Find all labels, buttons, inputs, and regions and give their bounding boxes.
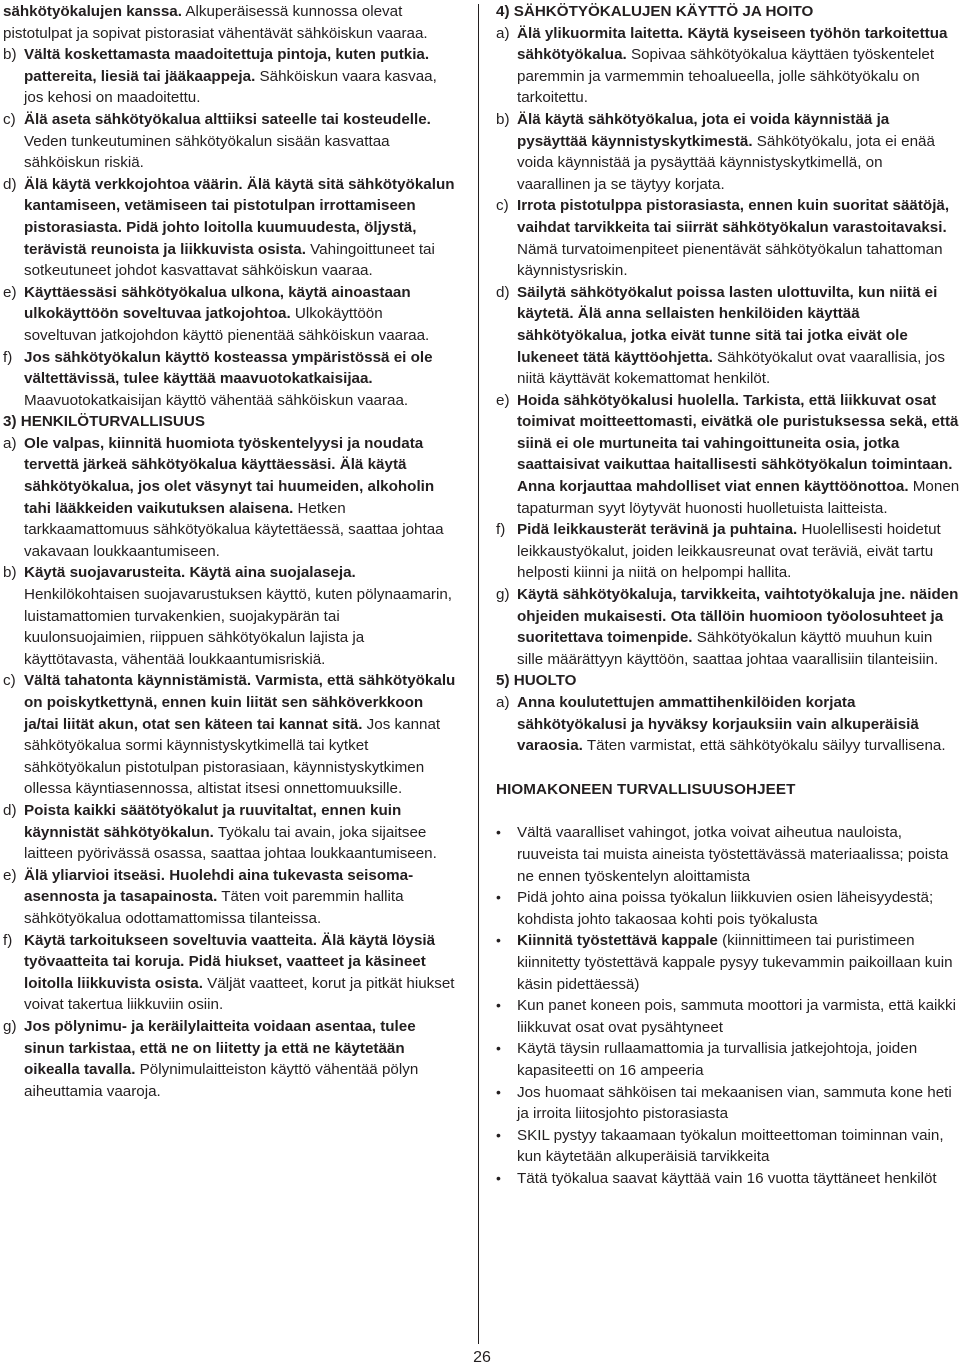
- list-item: [3, 347, 458, 412]
- item-text: [24, 109, 458, 174]
- bullet-icon: •: [496, 997, 501, 1014]
- bold-text: Säilytä sähkötyökalut poissa lasten ulottuvilta, kun niitä ei käytetä. Älä anna sellaisten henkilöiden käyttää sähkötyökalua, jotka eivät tunne sitä tai jotka eivät ole lukeneet tätä käyttöohjetta.: [517, 283, 938, 366]
- list-item: [3, 865, 458, 930]
- bullet-icon: •: [496, 1040, 501, 1057]
- list-item: [496, 23, 960, 109]
- bullet-text: [517, 1082, 960, 1125]
- regular-text: Nämä turvatoimenpiteet pienentävät sähkötyökalun tahattoman käynnistysriskin.: [517, 240, 943, 280]
- bold-text: Poista kaikki säätötyökalut ja ruuvitaltat, ennen kuin käynnistät sähkötyökalun.: [24, 801, 402, 841]
- item-text: [517, 109, 960, 195]
- bold-text: Älä ylikuormita laitetta. Käytä kyseiseen työhön tarkoitettua sähkötyökalua.: [517, 24, 948, 64]
- item-text: [24, 174, 458, 282]
- regular-text: Huolellisesti hoidetut leikkaustyökalut, joiden leikkausreunat ovat teräviä, eivät tartu helposti kiinni ja niitä on helpompi hallita.: [517, 521, 941, 582]
- bold-text: Vältä tahatonta käynnistämistä. Varmista, että sähkötyökalu on poiskytkettynä, ennen kuin liität sen sähköverkkoon ja/tai liität akun, otat sen käteen tai kannat sitä.: [24, 672, 456, 733]
- intro-paragraph: [3, 1, 458, 44]
- list-item: [496, 390, 960, 520]
- item-letter: g): [496, 586, 510, 604]
- bold-text: Käytä suojavarusteita. Käytä aina suojalaseja.: [24, 564, 356, 582]
- list-item: [3, 174, 458, 282]
- regular-text: Ulkokäyttöön soveltuvan jatkojohdon käyttö pienentää sähköiskun vaaraa.: [24, 305, 430, 344]
- item-text: [24, 562, 458, 670]
- bold-text: Irrota pistotulppa pistorasiasta, ennen kuin suoritat säätöjä, vaihdat tarvikkeita tai siirrät sähkötyökalun varastoitavaksi.: [517, 197, 950, 236]
- left-column: [3, 1, 458, 1102]
- regular-text: Maavuotokatkaisijan käyttö vähentää sähköiskun vaaraa.: [24, 391, 409, 409]
- column-divider: [478, 4, 479, 1344]
- bullet-item: [496, 887, 960, 930]
- bold-text: Käyttäessäsi sähkötyökalua ulkona, käytä ainoastaan ulkokäyttöön soveltuvaa jatkojohtoa.: [24, 283, 411, 323]
- item-text: [24, 865, 458, 930]
- regular-text: Täten varmistat, että sähkötyökalu säilyy turvallisena.: [582, 737, 946, 755]
- section-title: HIOMAKONEEN TURVALLISUUSOHJEET: [496, 780, 796, 798]
- item-text: [24, 800, 458, 865]
- bullet-icon: •: [496, 824, 501, 841]
- item-text: [517, 692, 960, 757]
- bullet-item: [496, 1125, 960, 1168]
- bold-text: Ole valpas, kiinnitä huomiota työskentelyysi ja noudata tervettä järkeä sähkötyökalua käyttäessäsi. Älä käytä sähkötyökalua, jos olet väsynyt tai huumeiden, alkoholin tahi lääkkeiden vaikutuksen alaisena.: [24, 434, 435, 517]
- regular-text: Sähkötyökalun käyttö muuhun kuin sille määrättyyn käyttöön, saattaa johtaa vaarallisiin tilanteisiin.: [517, 629, 939, 668]
- items-group-a: [3, 44, 458, 411]
- regular-text: Jos huomaat sähköisen tai mekaanisen vian, sammuta kone heti ja irroita liitosjohto pistorasiasta: [517, 1083, 952, 1123]
- regular-text: SKIL pystyy takaamaan työkalun moitteettoman toiminnan vain, kun käytetään alkuperäisiä tarvikkeita: [517, 1126, 944, 1166]
- item-text: [517, 390, 960, 520]
- bullet-text: [517, 1125, 960, 1168]
- list-item: [3, 1016, 458, 1102]
- item-letter: b): [3, 564, 17, 582]
- item-letter: c): [3, 110, 16, 128]
- bullet-list: [496, 822, 960, 1189]
- item-letter: b): [3, 46, 17, 64]
- item-letter: d): [496, 283, 510, 301]
- bold-text: Älä käytä sähkötyökalua, jota ei voida käynnistää ja pysäyttää käynnistyskytkimestä.: [517, 110, 890, 150]
- item-letter: f): [3, 931, 13, 949]
- bullet-item: [496, 1038, 960, 1081]
- item-letter: d): [3, 801, 17, 819]
- regular-text: Jos kannat sähkötyökalua sormi käynnistyskytkimellä tai kytket sähkötyökalun pistotulpan pistorasiaan, käynnistyskytkimen ollessa käyntiasennossa, altistat itsesi onnettomuuksille.: [24, 715, 441, 798]
- list-item: [496, 109, 960, 195]
- bold-text: Hoida sähkötyökalusi huolella. Tarkista, että liikkuvat osat toimivat moitteettomasti, eivätkä ole puristuksessa sekä, että siinä ei ole murtuneita tai vahingoittuneita osia, jotka saattaisivat vaikuttaa haitallisesti sähkötyökalun toimintaan. Anna korjauttaa mahdolliset viat ennen käyttöönottoa.: [517, 391, 959, 496]
- section5-heading: 5) HUOLTO: [496, 672, 577, 690]
- regular-text: Henkilökohtaisen suojavarustuksen käyttö, kuten pölynaamarin, luistamattomien turvakenkien, suojakypärän tai kuulonsuojaimien, riippuen sähkötyökalun lajista ja käyttötavasta, vähentää loukkaantumisriskiä.: [24, 586, 453, 668]
- list-item: [496, 282, 960, 390]
- item-letter: b): [496, 110, 510, 128]
- section4-heading: 4) SÄHKÖTYÖKALUJEN KÄYTTÖ JA HOITO: [496, 3, 814, 20]
- regular-text: Alkuperäisessä kunnossa olevat pistotulpat ja sopivat pistorasiat vähentävät sähköiskun vaaraa.: [3, 3, 428, 42]
- section3-heading: 3) HENKILÖTURVALLISUUS: [3, 413, 205, 431]
- bold-text: Vältä koskettamasta maadoitettuja pintoja, kuten putkia. pattereita, liesiä tai jääkaappeja.: [24, 46, 430, 85]
- regular-text: Veden tunkeutuminen sähkötyökalun sisään kasvattaa sähköiskun riskiä.: [24, 132, 390, 172]
- bullet-text: [517, 995, 960, 1038]
- item-text: [24, 433, 458, 563]
- regular-text: Käytä täysin rullaamattomia ja turvallisia jatkejohtoja, joiden kapasiteetti on 16 ampeeria: [517, 1040, 918, 1079]
- list-item: [3, 800, 458, 865]
- item-text: [517, 23, 960, 109]
- list-item: [3, 44, 458, 109]
- bold-text: Pidä leikkausterät terävinä ja puhtaina.: [517, 521, 798, 539]
- item-text: [24, 930, 458, 1016]
- regular-text: (kiinnittimeen tai puristimeen kiinnitetty työstettävä kappale pysyy tukevammin paikoillaan kuin käsin pidettäessä): [517, 932, 953, 993]
- bullet-icon: •: [496, 932, 501, 949]
- regular-text: Monen tapaturman syyt löytyvät huonosti huolletuista laitteista.: [517, 478, 960, 517]
- regular-text: Täten voit paremmin hallita sähkötyökalua odottamattomissa tilanteissa.: [24, 888, 404, 927]
- regular-text: Sähköiskun vaara kasvaa, jos kehosi on maadoitettu.: [24, 67, 437, 107]
- item-text: [24, 670, 458, 800]
- item-text: [517, 584, 960, 670]
- list-item: [3, 433, 458, 563]
- items-group-d: [496, 692, 960, 757]
- bold-text: sähkötyökalujen kanssa.: [3, 3, 182, 20]
- regular-text: Hetken tarkkaamattomuus sähkötyökalua käytettäessä, saattaa johtaa vakavaan loukkaantumiseen.: [24, 499, 444, 560]
- regular-text: Sähkötyökalut ovat vaarallisia, jos niitä käyttävät kokemattomat henkilöt.: [517, 348, 945, 388]
- item-text: [24, 44, 458, 109]
- regular-text: Sopivaa sähkötyökalua käyttäen työskentelet paremmin ja varmemmin tehoalueella, jolle sähkötyökalu on tarkoitettu.: [517, 46, 935, 107]
- item-letter: c): [3, 672, 16, 690]
- item-letter: a): [3, 434, 17, 452]
- regular-text: Sähkötyökalu, jota ei enää voida käynnistää ja pysäyttää käynnistyskytkimellä, on vaarallinen ja se täytyy korjata.: [517, 132, 935, 193]
- list-item: [496, 584, 960, 670]
- bullet-item: [496, 1082, 960, 1125]
- regular-text: Vahingoittuneet tai sotkeutuneet johdot kasvattavat sähköiskun vaaraa.: [24, 240, 435, 280]
- bold-text: Jos pölynimu- ja keräilylaitteita voidaan asentaa, tulee sinun tarkistaa, että ne on liitetty ja että ne käytetään oikealla tavalla.: [24, 1017, 416, 1079]
- list-item: [3, 282, 458, 347]
- bullet-icon: •: [496, 1126, 501, 1143]
- items-group-b: [3, 433, 458, 1102]
- regular-text: Väljät vaatteet, korut ja pitkät hiukset voivat takertua liikkuviin osiin.: [24, 974, 455, 1014]
- bullet-item: [496, 822, 960, 887]
- item-letter: e): [3, 283, 17, 301]
- bullet-item: [496, 1168, 960, 1190]
- item-text: [517, 195, 960, 281]
- bullet-item: [496, 930, 960, 995]
- item-letter: e): [3, 866, 17, 884]
- bold-text: Älä käytä verkkojohtoa väärin. Älä käytä sitä sähkötyökalun kantamiseen, vetämiseen tai pistotulpan irrottamiseen pistorasiasta. Pidä johto loitolla kuumuudesta, öljystä, terävistä reunoista ja liikkuvista osista.: [24, 175, 455, 258]
- bullet-icon: •: [496, 889, 501, 906]
- items-group-c: [496, 23, 960, 671]
- list-item: [496, 692, 960, 757]
- right-column: [496, 1, 960, 1189]
- item-text: [517, 282, 960, 390]
- regular-text: Kun panet koneen pois, sammuta moottori ja varmista, että kaikki liikkuvat osat ovat pysähtyneet: [517, 997, 956, 1036]
- item-letter: f): [496, 521, 506, 539]
- list-item: [3, 930, 458, 1016]
- bold-text: Kiinnitä työstettävä kappale: [517, 932, 718, 950]
- bold-text: Älä yliarvioi itseäsi. Huolehdi aina tukevasta seisoma-asennosta ja tasapainosta.: [24, 866, 414, 906]
- bold-text: Anna koulutettujen ammattihenkilöiden korjata sähkötyökalusi ja hyväksy korjauksiin vain alkuperäisiä varaosia.: [517, 694, 919, 755]
- item-letter: g): [3, 1017, 17, 1035]
- regular-text: Pölynimulaitteiston käyttö vähentää pölyn aiheuttamia vaaroja.: [24, 1061, 419, 1100]
- item-text: [24, 1016, 458, 1102]
- item-letter: d): [3, 175, 17, 193]
- regular-text: Tätä työkalua saavat käyttää vain 16 vuotta täyttäneet henkilöt: [517, 1169, 937, 1187]
- bullet-text: [517, 887, 960, 930]
- list-item: [3, 109, 458, 174]
- item-text: [517, 519, 960, 584]
- bold-text: Käytä tarkoitukseen soveltuvia vaatteita. Älä käytä löysiä työvaatteita tai koruja. Pidä hiukset, vaatteet ja käsineet loitolla liikkuvista osista.: [24, 931, 436, 992]
- bold-text: Jos sähkötyökalun käyttö kosteassa ympäristössä ei ole vältettävissä, tulee käyttää maavuotokatkaisijaa.: [24, 348, 433, 388]
- list-item: [496, 195, 960, 281]
- item-letter: c): [496, 197, 509, 215]
- bullet-text: [517, 1038, 960, 1081]
- bullet-text: [517, 1168, 960, 1190]
- item-text: [24, 347, 458, 412]
- item-letter: a): [496, 694, 510, 711]
- item-letter: a): [496, 24, 510, 42]
- list-item: [496, 519, 960, 584]
- bullet-item: [496, 995, 960, 1038]
- regular-text: Pidä johto aina poissa työkalun liikkuvien osien läheisyydestä; kohdista johto takaosaa kohti pois työkalusta: [517, 889, 934, 928]
- bullet-icon: •: [496, 1169, 501, 1186]
- item-letter: f): [3, 348, 13, 366]
- bullet-icon: •: [496, 1083, 501, 1100]
- list-item: [3, 562, 458, 670]
- bold-text: Älä aseta sähkötyökalua alttiiksi sateelle tai kosteudelle.: [24, 110, 431, 128]
- bullet-text: [517, 930, 960, 995]
- item-letter: e): [496, 391, 510, 409]
- regular-text: Vältä vaaralliset vahingot, jotka voivat aiheutua nauloista, ruuveista tai muista aineista työstettävässä materiaalissa; poista ne ennen työskentelyn aloittamista: [517, 824, 949, 885]
- regular-text: Työkalu tai avain, joka sijaitsee laitteen pyörivässä osassa, saattaa johtaa loukkaantumiseen.: [24, 823, 437, 863]
- page-number: 26: [473, 1349, 491, 1366]
- list-item: [3, 670, 458, 800]
- bullet-text: [517, 822, 960, 887]
- item-text: [24, 282, 458, 347]
- bold-text: Käytä sähkötyökaluja, tarvikkeita, vaihtotyökaluja jne. näiden ohjeiden mukaisesti. Ota tällöin huomioon työolosuhteet ja suoritettava toimenpide.: [517, 586, 959, 647]
